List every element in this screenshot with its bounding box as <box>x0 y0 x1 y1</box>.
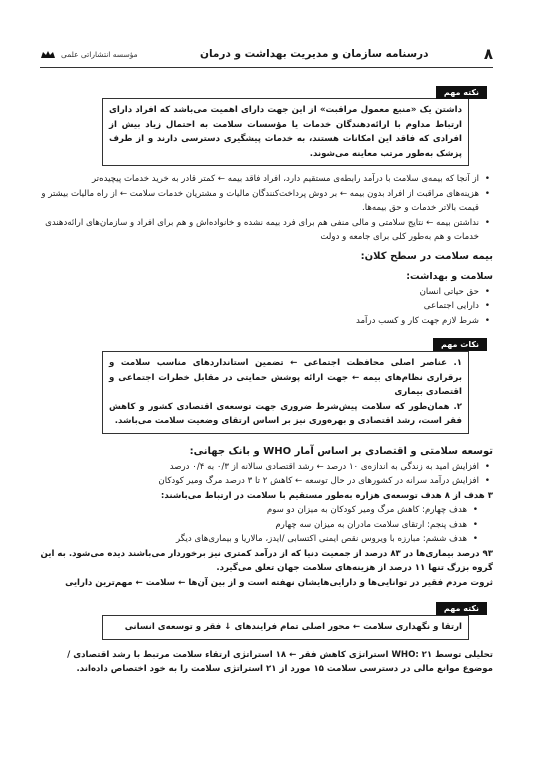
list-item: • هزینه‌های مراقبت از افراد بدون بیمه ← بر دوش پرداخت‌کنندگان مالیات و مشتریان خدمات سلامت ← از راه مالیات بیشتر و قیمت بالاتر خدمات و حق بیمه‌ها. <box>40 187 493 216</box>
list-item: • شرط لازم جهت کار و کسب درآمد <box>40 314 493 329</box>
note-box-1 <box>40 80 493 166</box>
publisher-block <box>40 50 138 59</box>
health-items <box>40 285 493 329</box>
note-box-3 <box>40 596 493 640</box>
publisher-logo-icon <box>40 50 56 59</box>
list-item: • افزایش درآمد سرانه در کشورهای در حال توسعه ← کاهش ۲ تا ۳ درصد مرگ ومیر کودکان <box>40 474 493 489</box>
list-item: • حق حیاتی انسان <box>40 285 493 300</box>
final-text: ۲۱ استراتژی کاهش فقر ← ۱۸ استراتژی ارتقاء سلامت مرتبط با رشد اقتصادی / موضوع موانع مالی در دسترسی سلامت ۱۵ مورد از ۲۱ استراتژی سلامت را به خود اختصاص داده‌اند. <box>67 649 493 674</box>
main-content <box>40 80 493 677</box>
who-bullets <box>40 460 493 489</box>
header-divider <box>40 67 493 68</box>
list-item: • نداشتن بیمه ← نتایج سلامتی و مالی منفی هم برای فرد بیمه نشده و خانواده‌اش و هم برای افراد و سازمان‌های ارائه‌دهندی خدمات و هم به‌طور کلی برای جامعه و دولت <box>40 216 493 245</box>
note-text: ارتقا و نگهداری سلامت ← محور اصلی تمام فرایندهای ↓ فقر و توسعه‌ی انسانی <box>102 615 469 640</box>
final-label: تحلیلی توسط WHO: <box>391 649 493 660</box>
list-item: • هدف پنجم: ارتقای سلامت مادران به میزان سه چهارم <box>40 518 493 533</box>
page-number: ۸ <box>483 45 493 63</box>
page-header <box>40 44 493 64</box>
note-line: ۱. عناصر اصلی محافظت اجتماعی ← تضمین استانداردهای مناسب سلامت و برقراری نظام‌های بیمه ← جهت ارائه پوشش حمایتی در مقابل خطرات اجتماعی و اقتصادی بیماری <box>109 358 462 397</box>
note-tag: نکته مهم <box>436 602 487 615</box>
section-heading: بیمه سلامت در سطح کلان: <box>360 250 493 262</box>
note-text <box>102 351 469 434</box>
note-text: داشتن یک «منبع معمول مراقبت» از این جهت دارای اهمیت می‌باشد که افراد دارای ارتباط مداوم با ارائه‌دهندگان خدمات یا مؤسسات سلامت به احتمال زیاد بیش از افرادی که فاقد این امکانات هستند، به خدمات پیشگیری دسترسی دارند و از طرف پزشک به‌طور مرتب معاینه می‌شوند. <box>102 98 469 166</box>
paragraph: ثروت مردم فقیر در توانایی‌ها و دارایی‌هایشان نهفته است و از بین آن‌ها ← سلامت ← مهم‌ترین دارایی <box>65 577 493 588</box>
paragraph: ۹۳ درصد بیماری‌ها در ۸۳ درصد از جمعیت دنیا که از درآمد کمتری نیز برخوردار می‌باشند دیده می‌شود. به این گروه بزرگ تنها ۱۱ درصد از هزینه‌های سلامت جهان تعلق می‌گیرد. <box>40 548 493 573</box>
goals-list <box>40 503 493 547</box>
note-tag: نکات مهم <box>433 338 487 351</box>
note-box-2 <box>40 332 493 434</box>
note-tag: نکته مهم <box>436 86 487 99</box>
note-line: ۲. همان‌طور که سلامت پیش‌شرط ضروری جهت توسعه‌ی اقتصادی کشور و کاهش فقر است، رشد اقتصادی و بهره‌وری نیز بر اساس ارتقای وضعیت سلامت می‌باشد. <box>109 401 462 426</box>
final-paragraph <box>40 648 493 677</box>
publisher-name: مؤسسه انتشاراتی علمی <box>61 49 138 59</box>
list-item: • هدف ششم: مبارزه با ویروس نقص ایمنی اکتسابی /ایدز، مالاریا و بیماری‌های دیگر <box>40 532 493 547</box>
list-item: • هدف چهارم: کاهش مرگ ومیر کودکان به میزان دو سوم <box>40 503 493 518</box>
sub-heading: سلامت و بهداشت: <box>406 270 493 282</box>
goals-intro: ۳ هدف از ۸ هدف توسعه‌ی هزاره به‌طور مستقیم با سلامت در ارتباط می‌باشند: <box>160 490 493 501</box>
book-title: درسنامه سازمان و مدیریت بهداشت و درمان <box>200 48 429 60</box>
list-item: • دارایی اجتماعی <box>40 299 493 314</box>
list-item: • از آنجا که بیمه‌ی سلامت با درآمد رابطه‌ی مستقیم دارد، افراد فاقد بیمه ← کمتر قادر به خرید خدمات پیچیده‌تر <box>40 172 493 187</box>
section-heading: توسعه سلامتی و اقتصادی بر اساس آمار WHO و بانک جهانی: <box>189 445 493 457</box>
list-item: • افزایش امید به زندگی به اندازه‌ی ۱۰ درصد ← رشد اقتصادی سالانه از ۰/۳ به ۰/۴ درصد <box>40 460 493 475</box>
insurance-bullets <box>40 172 493 245</box>
